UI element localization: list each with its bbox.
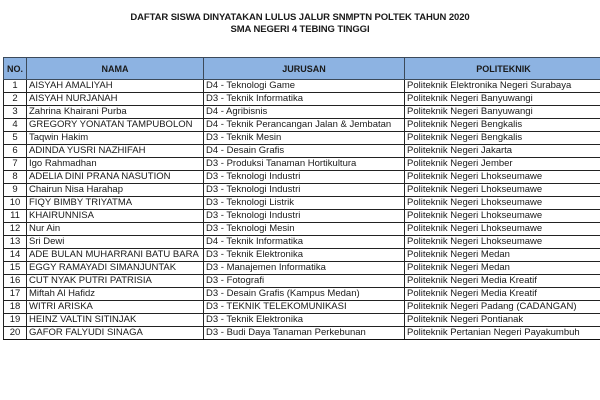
- cell-politeknik: Politeknik Negeri Lhokseumawe: [405, 236, 600, 249]
- cell-jurusan: D3 - Desain Grafis (Kampus Medan): [204, 288, 405, 301]
- table-row: [4, 197, 600, 210]
- cell-no: 18: [4, 301, 27, 314]
- cell-jurusan: D4 - Desain Grafis: [204, 145, 405, 158]
- column-header-nama: NAMA: [27, 58, 204, 80]
- cell-no: 14: [4, 249, 27, 262]
- table-row: [4, 327, 600, 340]
- table-row: [4, 80, 600, 93]
- cell-politeknik: Politeknik Negeri Pontianak: [405, 314, 600, 327]
- table-header-row: [4, 58, 600, 80]
- cell-nama: Zahrina Khairani Purba: [27, 106, 204, 119]
- cell-politeknik: Politeknik Negeri Lhokseumawe: [405, 184, 600, 197]
- cell-nama: GAFOR FALYUDI SINAGA: [27, 327, 204, 340]
- cell-politeknik: Politeknik Negeri Medan: [405, 262, 600, 275]
- cell-no: 3: [4, 106, 27, 119]
- cell-politeknik: Politeknik Negeri Jember: [405, 158, 600, 171]
- cell-jurusan: D4 - Teknik Informatika: [204, 236, 405, 249]
- cell-jurusan: D3 - Teknik Mesin: [204, 132, 405, 145]
- cell-jurusan: D3 - Teknologi Industri: [204, 210, 405, 223]
- cell-nama: CUT NYAK PUTRI PATRISIA: [27, 275, 204, 288]
- cell-nama: WITRI ARISKA: [27, 301, 204, 314]
- cell-nama: Sri Dewi: [27, 236, 204, 249]
- cell-politeknik: Politeknik Negeri Bengkalis: [405, 132, 600, 145]
- cell-jurusan: D3 - TEKNIK TELEKOMUNIKASI: [204, 301, 405, 314]
- cell-nama: ADELIA DINI PRANA NASUTION: [27, 171, 204, 184]
- cell-nama: HEINZ VALTIN SITINJAK: [27, 314, 204, 327]
- table-row: [4, 223, 600, 236]
- table-row: [4, 301, 600, 314]
- cell-nama: Igo Rahmadhan: [27, 158, 204, 171]
- cell-no: 15: [4, 262, 27, 275]
- table-row: [4, 236, 600, 249]
- document-title: [0, 12, 600, 36]
- column-header-jurusan: JURUSAN: [204, 58, 405, 80]
- cell-politeknik: Politeknik Negeri Banyuwangi: [405, 106, 600, 119]
- cell-jurusan: D4 - Agribisnis: [204, 106, 405, 119]
- cell-no: 13: [4, 236, 27, 249]
- cell-jurusan: D3 - Teknologi Industri: [204, 171, 405, 184]
- table-row: [4, 275, 600, 288]
- cell-nama: KHAIRUNNISA: [27, 210, 204, 223]
- cell-jurusan: D3 - Teknologi Industri: [204, 184, 405, 197]
- cell-no: 4: [4, 119, 27, 132]
- table-row: [4, 93, 600, 106]
- cell-no: 8: [4, 171, 27, 184]
- cell-politeknik: Politeknik Negeri Media Kreatif: [405, 275, 600, 288]
- cell-politeknik: Politeknik Negeri Lhokseumawe: [405, 171, 600, 184]
- cell-jurusan: D3 - Teknik Elektronika: [204, 314, 405, 327]
- cell-no: 5: [4, 132, 27, 145]
- cell-no: 19: [4, 314, 27, 327]
- cell-politeknik: Politeknik Negeri Medan: [405, 249, 600, 262]
- title-line-1: DAFTAR SISWA DINYATAKAN LULUS JALUR SNMPTN POLTEK TAHUN 2020: [130, 12, 470, 23]
- cell-no: 10: [4, 197, 27, 210]
- student-table: [3, 57, 600, 340]
- cell-jurusan: D4 - Teknologi Game: [204, 80, 405, 93]
- column-header-politeknik: POLITEKNIK: [405, 58, 600, 80]
- cell-no: 16: [4, 275, 27, 288]
- cell-politeknik: Politeknik Negeri Lhokseumawe: [405, 223, 600, 236]
- cell-nama: Chairun Nisa Harahap: [27, 184, 204, 197]
- cell-politeknik: Politeknik Negeri Lhokseumawe: [405, 197, 600, 210]
- table-row: [4, 249, 600, 262]
- cell-nama: EGGY RAMAYADI SIMANJUNTAK: [27, 262, 204, 275]
- column-header-no: NO.: [4, 58, 27, 80]
- cell-politeknik: Politeknik Negeri Padang (CADANGAN): [405, 301, 600, 314]
- cell-no: 11: [4, 210, 27, 223]
- cell-no: 1: [4, 80, 27, 93]
- table-row: [4, 132, 600, 145]
- cell-nama: ADE BULAN MUHARRANI BATU BARA: [27, 249, 204, 262]
- cell-no: 20: [4, 327, 27, 340]
- cell-nama: FIQY BIMBY TRIYATMA: [27, 197, 204, 210]
- cell-no: 7: [4, 158, 27, 171]
- cell-jurusan: D3 - Manajemen Informatika: [204, 262, 405, 275]
- cell-jurusan: D3 - Teknik Elektronika: [204, 249, 405, 262]
- cell-politeknik: Politeknik Negeri Lhokseumawe: [405, 210, 600, 223]
- table-row: [4, 210, 600, 223]
- cell-jurusan: D3 - Teknik Informatika: [204, 93, 405, 106]
- cell-no: 12: [4, 223, 27, 236]
- table-row: [4, 262, 600, 275]
- cell-jurusan: D3 - Teknologi Mesin: [204, 223, 405, 236]
- cell-jurusan: D4 - Teknik Perancangan Jalan & Jembatan: [204, 119, 405, 132]
- table-row: [4, 184, 600, 197]
- table-row: [4, 158, 600, 171]
- cell-politeknik: Politeknik Pertanian Negeri Payakumbuh: [405, 327, 600, 340]
- cell-nama: AISYAH NURJANAH: [27, 93, 204, 106]
- cell-politeknik: Politeknik Elektronika Negeri Surabaya: [405, 80, 600, 93]
- cell-nama: AISYAH AMALIYAH: [27, 80, 204, 93]
- cell-nama: ADINDA YUSRI NAZHIFAH: [27, 145, 204, 158]
- cell-no: 6: [4, 145, 27, 158]
- table-row: [4, 171, 600, 184]
- cell-nama: Taqwin Hakim: [27, 132, 204, 145]
- cell-politeknik: Politeknik Negeri Banyuwangi: [405, 93, 600, 106]
- cell-nama: Miftah Al Hafidz: [27, 288, 204, 301]
- cell-jurusan: D3 - Fotografi: [204, 275, 405, 288]
- cell-jurusan: D3 - Produksi Tanaman Hortikultura: [204, 158, 405, 171]
- cell-no: 9: [4, 184, 27, 197]
- table-row: [4, 106, 600, 119]
- table-row: [4, 145, 600, 158]
- cell-nama: Nur Ain: [27, 223, 204, 236]
- title-line-2: SMA NEGERI 4 TEBING TINGGI: [230, 24, 370, 35]
- cell-politeknik: Politeknik Negeri Jakarta: [405, 145, 600, 158]
- table-row: [4, 119, 600, 132]
- cell-nama: GREGORY YONATAN TAMPUBOLON: [27, 119, 204, 132]
- table-body: [4, 80, 600, 340]
- cell-politeknik: Politeknik Negeri Media Kreatif: [405, 288, 600, 301]
- cell-jurusan: D3 - Teknologi Listrik: [204, 197, 405, 210]
- cell-no: 17: [4, 288, 27, 301]
- cell-no: 2: [4, 93, 27, 106]
- table-row: [4, 314, 600, 327]
- cell-politeknik: Politeknik Negeri Bengkalis: [405, 119, 600, 132]
- cell-jurusan: D3 - Budi Daya Tanaman Perkebunan: [204, 327, 405, 340]
- table-row: [4, 288, 600, 301]
